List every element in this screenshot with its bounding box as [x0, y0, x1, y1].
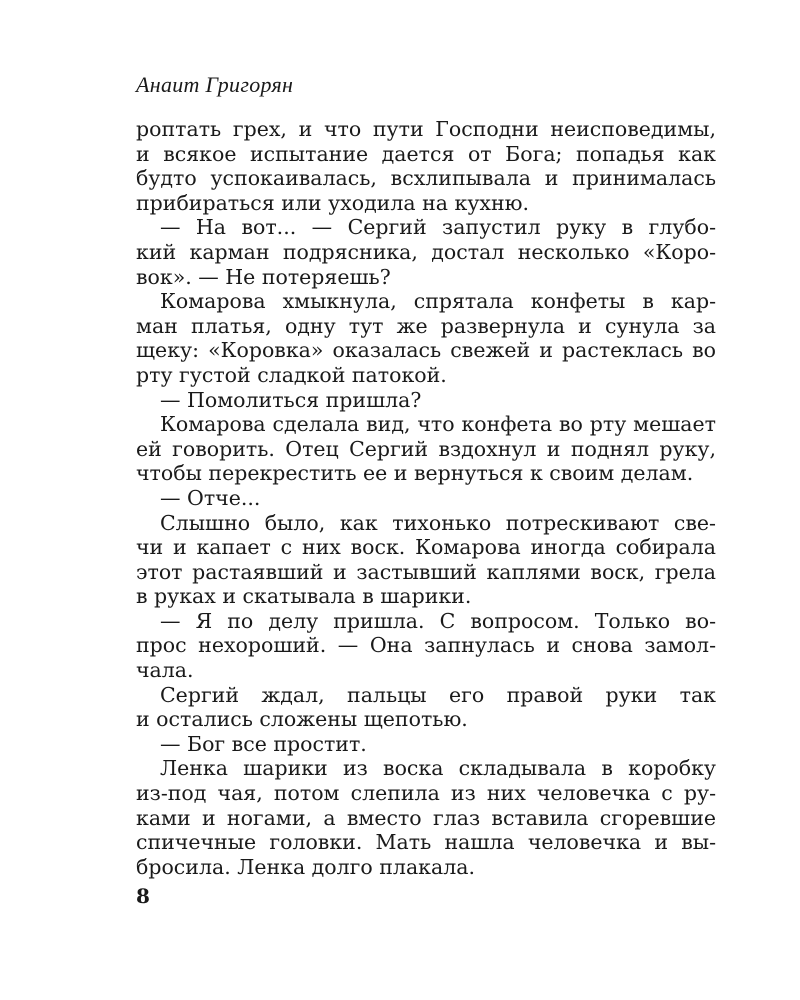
text-line: бросила. Ленка долго плакала.	[136, 854, 475, 879]
text-line: этот растаявший и застывший каплями воск, грела	[136, 559, 716, 584]
text-line: ей говорить. Отец Сергий вздохнул и поднял руку,	[136, 436, 716, 461]
running-header-author: Анаит Григорян	[136, 72, 294, 97]
text-line: Слышно было, как тихонько потрескивают све-	[160, 510, 716, 535]
text-line: Ленка шарики из воска складывала в коробку	[160, 756, 716, 781]
text-line: — Я по делу пришла. С вопросом. Только во-	[160, 608, 716, 633]
text-line: Комарова хмыкнула, спрятала конфеты в кар-	[160, 289, 716, 314]
text-line: кий карман подрясника, достал несколько «Коро-	[136, 239, 716, 264]
text-line: чи и капает с них воск. Комарова иногда собирала	[136, 535, 716, 560]
text-line: спичечные головки. Мать нашла человечка и вы-	[136, 830, 716, 855]
text-line: Комарова сделала вид, что конфета во рту мешает	[160, 412, 716, 437]
body-text	[136, 117, 716, 879]
text-line: чтобы перекрестить ее и вернуться к своим делам.	[136, 461, 694, 486]
text-line: рту густой сладкой патокой.	[136, 362, 447, 387]
text-line: прос нехороший. — Она запнулась и снова замол-	[136, 633, 716, 658]
text-line: и всякое испытание дается от Бога; попадья как	[136, 141, 716, 166]
text-line: — Помолиться пришла?	[160, 387, 422, 412]
text-line: роптать грех, и что пути Господни неисповедимы,	[136, 117, 716, 141]
text-line: — Отче...	[160, 485, 261, 510]
text-line: — Бог все простит.	[160, 731, 367, 756]
text-line: вок». — Не потеряешь?	[136, 264, 391, 289]
text-line: будто успокаивалась, всхлипывала и принималась	[136, 166, 716, 191]
text-line: в руках и скатывала в шарики.	[136, 584, 472, 609]
text-line: чала.	[136, 658, 194, 683]
text-line: — На вот... — Сергий запустил руку в глубо-	[160, 215, 716, 240]
text-line: ками и ногами, а вместо глаз вставила сгоревшие	[136, 805, 716, 830]
text-line: прибираться или уходила на кухню.	[136, 190, 529, 215]
text-line: ман платья, одну тут же развернула и сунула за	[136, 313, 716, 338]
text-line: и остались сложены щепотью.	[136, 707, 468, 732]
text-line: щеку: «Коровка» оказалась свежей и растеклась во	[136, 338, 716, 363]
page-number: 8	[136, 884, 150, 908]
text-line: Сергий ждал, пальцы его правой руки так	[160, 682, 716, 707]
text-line: из-под чая, потом слепила из них человечка с ру-	[136, 781, 716, 806]
